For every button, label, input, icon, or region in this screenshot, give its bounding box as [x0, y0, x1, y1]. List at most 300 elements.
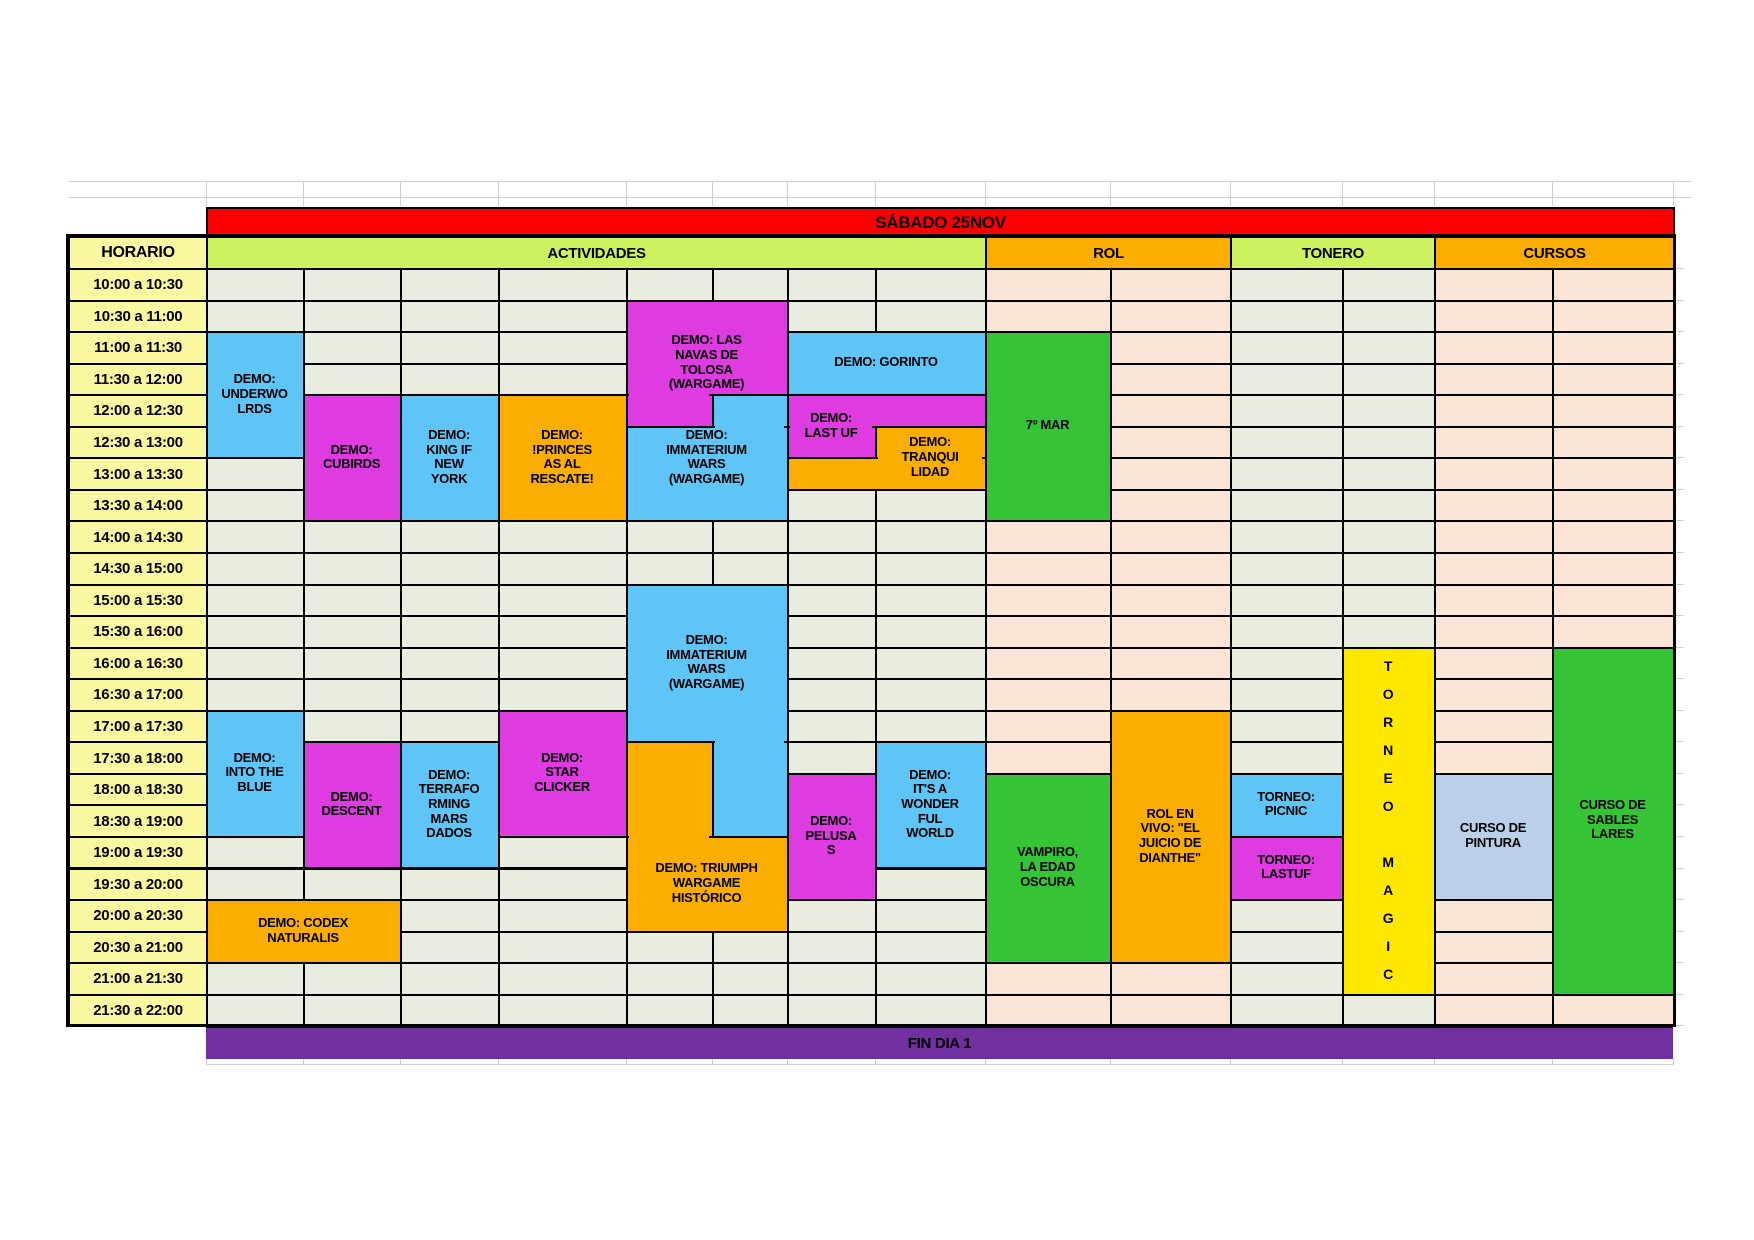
grid-cell	[1434, 899, 1554, 933]
time-slot	[68, 426, 208, 460]
section-header-cursos	[1434, 236, 1675, 270]
time-slot-label: 16:00 a 16:30	[93, 654, 183, 672]
time-slot	[68, 331, 208, 365]
demo-its-a-wonderful-world-block	[875, 741, 987, 869]
demo-immaterium-wars-2-block	[712, 741, 789, 838]
grid-cell	[1342, 615, 1436, 649]
event-label-line: T	[1383, 658, 1393, 675]
grid-cell	[985, 520, 1112, 554]
faint-gridline	[1675, 899, 1684, 900]
event-label-line: KING IF	[426, 441, 472, 457]
grid-cell	[1342, 300, 1436, 334]
demo-tranquilidad-merge-patch	[878, 455, 982, 462]
grid-cell	[400, 331, 500, 365]
grid-cell	[1434, 994, 1554, 1028]
event-label-line: DEMO:	[909, 766, 951, 782]
grid-cell	[1342, 394, 1436, 428]
event-label-line: DEMO:	[541, 426, 583, 442]
event-label-line: AS AL	[543, 456, 581, 472]
faint-gridline	[303, 181, 304, 206]
grid-cell	[400, 962, 500, 996]
time-slot-label: 21:30 a 22:00	[93, 1001, 183, 1019]
time-slot-label: 17:00 a 17:30	[93, 717, 183, 735]
curso-de-sables-lares-block	[1552, 647, 1675, 996]
faint-gridline	[1675, 552, 1684, 553]
end-of-day-bar	[206, 1025, 1673, 1059]
event-label-line: IMMATERIUM	[666, 441, 747, 457]
grid-cell	[1434, 615, 1554, 649]
event-label-line: INTO THE	[225, 764, 284, 780]
event-label-line: OSCURA	[1020, 873, 1075, 889]
time-slot-label: 11:30 a 12:00	[93, 370, 183, 388]
time-slot-label: 11:00 a 11:30	[94, 339, 182, 357]
event-label-line: DEMO:	[428, 426, 470, 442]
time-slot	[68, 394, 208, 428]
grid-cell	[1230, 615, 1344, 649]
grid-cell	[787, 300, 877, 334]
faint-gridline	[1552, 181, 1553, 206]
grid-cell	[985, 584, 1112, 618]
faint-gridline	[1675, 615, 1684, 616]
demo-underwolrds-block	[206, 331, 305, 459]
time-slot	[68, 931, 208, 965]
grid-cell	[1230, 710, 1344, 744]
grid-cell	[1434, 962, 1554, 996]
demo-last-uf-block	[787, 426, 877, 460]
time-slot-label: 13:00 a 13:30	[93, 465, 183, 483]
grid-cell	[1434, 363, 1554, 397]
time-slot-label: 18:00 a 18:30	[93, 781, 183, 799]
event-label-line: CURSO DE	[1579, 797, 1646, 813]
event-label-line: I	[1386, 938, 1390, 955]
event-label-line: WARS	[687, 661, 726, 677]
grid-cell	[787, 520, 877, 554]
event-label-line: C	[1383, 966, 1393, 983]
grid-cell	[1342, 489, 1436, 523]
grid-cell	[1552, 331, 1675, 365]
grid-cell	[303, 520, 402, 554]
day-banner	[206, 207, 1675, 238]
grid-cell	[1342, 363, 1436, 397]
grid-cell	[875, 300, 987, 334]
event-label-line: PINTURA	[1465, 834, 1521, 850]
grid-cell	[787, 899, 877, 933]
grid-cell	[875, 647, 987, 681]
event-label-line: LASTUF	[1261, 866, 1311, 882]
faint-gridline	[1230, 181, 1231, 206]
time-slot	[68, 836, 208, 870]
grid-cell	[1230, 899, 1344, 933]
faint-gridline	[1675, 836, 1684, 837]
section-header-label: ACTIVIDADES	[547, 244, 646, 262]
grid-cell	[1110, 615, 1232, 649]
grid-cell	[303, 868, 402, 902]
demo-star-clicker-block	[498, 710, 628, 838]
demo-princesas-al-rescate-block	[498, 394, 628, 522]
event-label-line: DEMO:	[685, 426, 728, 442]
event-label-line: VIVO: "EL	[1140, 820, 1200, 836]
event-label-line: FUL	[917, 810, 943, 826]
event-label-line: E	[1383, 770, 1393, 787]
demo-las-navas-de-tolosa-block	[626, 394, 714, 428]
grid-cell	[1230, 457, 1344, 491]
grid-cell	[400, 363, 500, 397]
grid-cell	[206, 520, 305, 554]
faint-gridline	[1673, 181, 1674, 206]
grid-cell	[400, 931, 500, 965]
grid-cell	[626, 268, 714, 302]
event-label-line: DEMO:	[685, 632, 728, 648]
event-label-line: A	[1383, 882, 1393, 899]
time-slot	[68, 615, 208, 649]
event-label-line: TRANQUI	[901, 449, 959, 464]
grid-cell	[787, 741, 877, 775]
time-slot	[68, 520, 208, 554]
day-banner-label: SÁBADO 25NOV	[875, 212, 1006, 232]
faint-gridline	[1675, 710, 1684, 711]
faint-gridline	[1675, 804, 1684, 805]
time-slot	[68, 489, 208, 523]
grid-cell	[303, 710, 402, 744]
grid-cell	[985, 994, 1112, 1028]
grid-cell	[787, 489, 877, 523]
grid-cell	[1110, 426, 1232, 460]
event-label-line: VAMPIRO,	[1017, 844, 1078, 860]
grid-cell	[206, 615, 305, 649]
grid-cell	[1552, 552, 1675, 586]
grid-cell	[985, 962, 1112, 996]
section-header-tonero	[1230, 236, 1436, 270]
event-label-line: (WARGAME)	[668, 376, 745, 392]
grid-cell	[206, 584, 305, 618]
event-label-line: ROL EN	[1146, 805, 1194, 821]
demo-last-uf-block	[787, 394, 987, 428]
grid-cell	[1342, 268, 1436, 302]
grid-cell	[712, 552, 789, 586]
time-slot-label: 21:00 a 21:30	[93, 970, 183, 988]
time-slot	[68, 300, 208, 334]
grid-cell	[1230, 331, 1344, 365]
time-slot-label: 10:00 a 10:30	[93, 276, 183, 294]
demo-triumph-wargame-historico-merge-patch	[629, 834, 709, 841]
grid-cell	[206, 489, 305, 523]
grid-cell	[1110, 994, 1232, 1028]
grid-cell	[400, 268, 500, 302]
time-slot	[68, 678, 208, 712]
event-label-line: BLUE	[237, 779, 272, 795]
demo-gorinto-block	[787, 331, 987, 396]
grid-cell	[1434, 584, 1554, 618]
time-column-header-label: HORARIO	[101, 244, 175, 261]
grid-cell	[875, 552, 987, 586]
curso-de-pintura-block	[1434, 773, 1554, 901]
faint-gridline	[1675, 363, 1684, 364]
faint-gridline	[1675, 773, 1684, 774]
grid-cell	[1110, 489, 1232, 523]
event-label-line: RESCATE!	[530, 470, 594, 486]
grid-cell	[498, 962, 628, 996]
event-label-line: DEMO: TRIUMPH	[655, 860, 758, 876]
event-label-line: TERRAFO	[418, 781, 480, 797]
event-label-line: NAVAS DE	[675, 347, 738, 362]
event-label-line: NEW	[434, 456, 464, 472]
grid-cell	[498, 552, 628, 586]
grid-cell	[1434, 489, 1554, 523]
grid-cell	[875, 710, 987, 744]
faint-gridline	[1675, 489, 1684, 490]
grid-cell	[1230, 520, 1344, 554]
event-label-line: O	[1382, 686, 1394, 703]
grid-cell	[626, 994, 714, 1028]
event-label-line: N	[1383, 742, 1393, 759]
grid-cell	[1230, 962, 1344, 996]
grid-cell	[1434, 426, 1554, 460]
grid-cell	[498, 899, 628, 933]
faint-gridline	[1675, 994, 1684, 995]
faint-gridline	[1675, 931, 1684, 932]
event-label-line: PICNIC	[1264, 803, 1308, 819]
grid-cell	[303, 552, 402, 586]
rol-vampiro-la-edad-oscura-block	[985, 773, 1112, 964]
grid-cell	[1110, 363, 1232, 397]
end-of-day-label: FIN DIA 1	[907, 1035, 972, 1052]
event-label-line: CURSO DE	[1459, 820, 1527, 836]
event-label-line: CLICKER	[534, 779, 590, 795]
demo-descent-block	[303, 741, 402, 869]
grid-cell	[985, 268, 1112, 302]
grid-cell	[787, 931, 877, 965]
grid-cell	[1434, 300, 1554, 334]
faint-gridline	[1675, 394, 1684, 395]
grid-cell	[303, 615, 402, 649]
grid-cell	[712, 962, 789, 996]
event-label-line: NATURALIS	[267, 929, 339, 945]
time-slot	[68, 868, 208, 902]
grid-cell	[1110, 678, 1232, 712]
faint-gridline	[1675, 520, 1684, 521]
event-label-line: DEMO:	[330, 788, 373, 804]
faint-gridline	[1675, 868, 1684, 869]
grid-cell	[1434, 931, 1554, 965]
event-label-line: R	[1383, 714, 1393, 731]
faint-gridline	[206, 1064, 1673, 1065]
section-header-label: ROL	[1093, 244, 1124, 262]
event-label-line: DEMO:	[541, 749, 583, 765]
grid-cell	[1434, 457, 1554, 491]
event-label-line: WONDER	[901, 796, 959, 812]
grid-cell	[875, 520, 987, 554]
event-label-line: IMMATERIUM	[666, 646, 747, 662]
event-label-line: IT'S A	[912, 781, 948, 797]
grid-cell	[875, 615, 987, 649]
time-slot	[68, 899, 208, 933]
grid-cell	[206, 836, 305, 870]
time-slot	[68, 584, 208, 618]
faint-gridline	[1110, 181, 1111, 206]
faint-gridline	[1673, 1059, 1674, 1065]
grid-cell	[303, 678, 402, 712]
demo-immaterium-wars-1-block	[712, 394, 789, 428]
time-slot	[68, 268, 208, 302]
grid-cell	[1552, 300, 1675, 334]
demo-tranquilidad-block	[787, 457, 987, 491]
time-column-header	[68, 236, 208, 270]
grid-cell	[206, 994, 305, 1028]
grid-cell	[626, 931, 714, 965]
grid-cell	[787, 268, 877, 302]
demo-cubirds-block	[303, 394, 402, 522]
event-label-line: LA EDAD	[1019, 859, 1076, 875]
grid-cell	[1552, 363, 1675, 397]
time-slot-label: 10:30 a 11:00	[93, 307, 183, 325]
grid-cell	[400, 615, 500, 649]
event-label-line: SABLES	[1587, 811, 1638, 827]
grid-cell	[1342, 552, 1436, 586]
grid-cell	[1110, 331, 1232, 365]
grid-cell	[787, 584, 877, 618]
grid-cell	[712, 994, 789, 1028]
time-slot	[68, 363, 208, 397]
time-slot-label: 13:30 a 14:00	[93, 497, 183, 515]
faint-gridline	[498, 181, 499, 206]
grid-cell	[1342, 584, 1436, 618]
time-slot	[68, 741, 208, 775]
event-label-line: DEMO: LAS	[671, 332, 742, 348]
time-slot-label: 14:00 a 14:30	[93, 528, 183, 546]
grid-cell	[303, 268, 402, 302]
grid-cell	[875, 489, 987, 523]
demo-last-uf-merge-patch	[790, 424, 872, 431]
grid-cell	[498, 836, 628, 870]
section-header-label: TONERO	[1301, 244, 1365, 262]
grid-cell	[875, 931, 987, 965]
grid-cell	[787, 615, 877, 649]
event-label-line: UNDERWO	[221, 385, 288, 401]
grid-cell	[985, 741, 1112, 775]
grid-cell	[1110, 394, 1232, 428]
faint-gridline	[875, 181, 876, 206]
grid-cell	[1552, 520, 1675, 554]
time-slot	[68, 773, 208, 807]
grid-cell	[875, 994, 987, 1028]
event-label-line: TORNEO:	[1257, 788, 1315, 804]
grid-cell	[1230, 268, 1344, 302]
demo-immaterium-wars-1-block	[626, 426, 789, 523]
grid-cell	[303, 584, 402, 618]
event-label-line: WARS	[687, 456, 726, 472]
grid-cell	[206, 457, 305, 491]
grid-cell	[1434, 520, 1554, 554]
grid-cell	[985, 710, 1112, 744]
grid-cell	[1552, 394, 1675, 428]
faint-gridline	[1434, 181, 1435, 206]
demo-las-navas-de-tolosa-block	[626, 300, 789, 397]
faint-gridline	[1675, 300, 1684, 301]
grid-cell	[400, 678, 500, 712]
faint-gridline	[1675, 1025, 1684, 1026]
grid-cell	[985, 647, 1112, 681]
grid-cell	[875, 584, 987, 618]
time-slot-label: 15:30 a 16:00	[93, 623, 183, 641]
grid-cell	[303, 300, 402, 334]
grid-cell	[985, 300, 1112, 334]
rol-7-mar-block	[985, 331, 1112, 522]
grid-cell	[1230, 426, 1344, 460]
faint-gridline	[1675, 741, 1684, 742]
grid-cell	[1110, 962, 1232, 996]
grid-cell	[498, 931, 628, 965]
event-label-line: YORK	[430, 470, 468, 486]
time-slot-label: 20:30 a 21:00	[93, 938, 183, 956]
grid-cell	[206, 552, 305, 586]
grid-cell	[1230, 647, 1344, 681]
section-header-rol	[985, 236, 1232, 270]
event-label-line: DEMO: CODEX	[258, 914, 348, 930]
faint-gridline	[1342, 181, 1343, 206]
grid-cell	[498, 268, 628, 302]
time-slot-label: 18:30 a 19:00	[93, 812, 183, 830]
grid-cell	[1110, 300, 1232, 334]
faint-gridline	[206, 181, 207, 206]
grid-cell	[400, 899, 500, 933]
event-label-line: DEMO:	[233, 371, 276, 387]
grid-cell	[206, 647, 305, 681]
demo-king-if-new-york-block	[400, 394, 500, 522]
time-slot-label: 15:00 a 15:30	[93, 591, 183, 609]
grid-cell	[400, 647, 500, 681]
grid-cell	[787, 647, 877, 681]
grid-cell	[712, 931, 789, 965]
event-label-line: O	[1382, 798, 1394, 815]
grid-cell	[1110, 647, 1232, 681]
faint-gridline	[1675, 457, 1684, 458]
grid-cell	[206, 868, 305, 902]
event-label-line: HISTÓRICO	[671, 889, 742, 905]
grid-cell	[1230, 300, 1344, 334]
faint-gridline	[712, 181, 713, 206]
grid-cell	[303, 331, 402, 365]
grid-cell	[206, 678, 305, 712]
time-slot-label: 17:30 a 18:00	[93, 749, 183, 767]
event-label-line: DEMO:	[330, 441, 373, 457]
time-slot-label: 16:30 a 17:00	[93, 686, 183, 704]
grid-cell	[400, 710, 500, 744]
event-label-line: LRDS	[237, 400, 272, 416]
demo-las-navas-de-tolosa-merge-patch	[629, 392, 709, 399]
grid-cell	[400, 994, 500, 1028]
faint-gridline	[1675, 678, 1684, 679]
grid-cell	[498, 615, 628, 649]
event-label-line: STAR	[545, 764, 579, 780]
grid-cell	[1434, 331, 1554, 365]
event-label-line: DIANTHE"	[1139, 849, 1201, 865]
grid-cell	[1230, 741, 1344, 775]
grid-cell	[626, 552, 714, 586]
time-slot	[68, 710, 208, 744]
grid-cell	[303, 962, 402, 996]
grid-cell	[1434, 394, 1554, 428]
grid-cell	[712, 268, 789, 302]
faint-gridline	[68, 197, 1692, 198]
grid-cell	[626, 962, 714, 996]
grid-cell	[498, 584, 628, 618]
event-label-line: WARGAME	[672, 874, 741, 890]
time-slot-label: 19:30 a 20:00	[93, 875, 183, 893]
grid-cell	[1342, 457, 1436, 491]
grid-cell	[1434, 268, 1554, 302]
grid-cell	[206, 268, 305, 302]
demo-immaterium-wars-1-merge-patch	[715, 424, 784, 431]
